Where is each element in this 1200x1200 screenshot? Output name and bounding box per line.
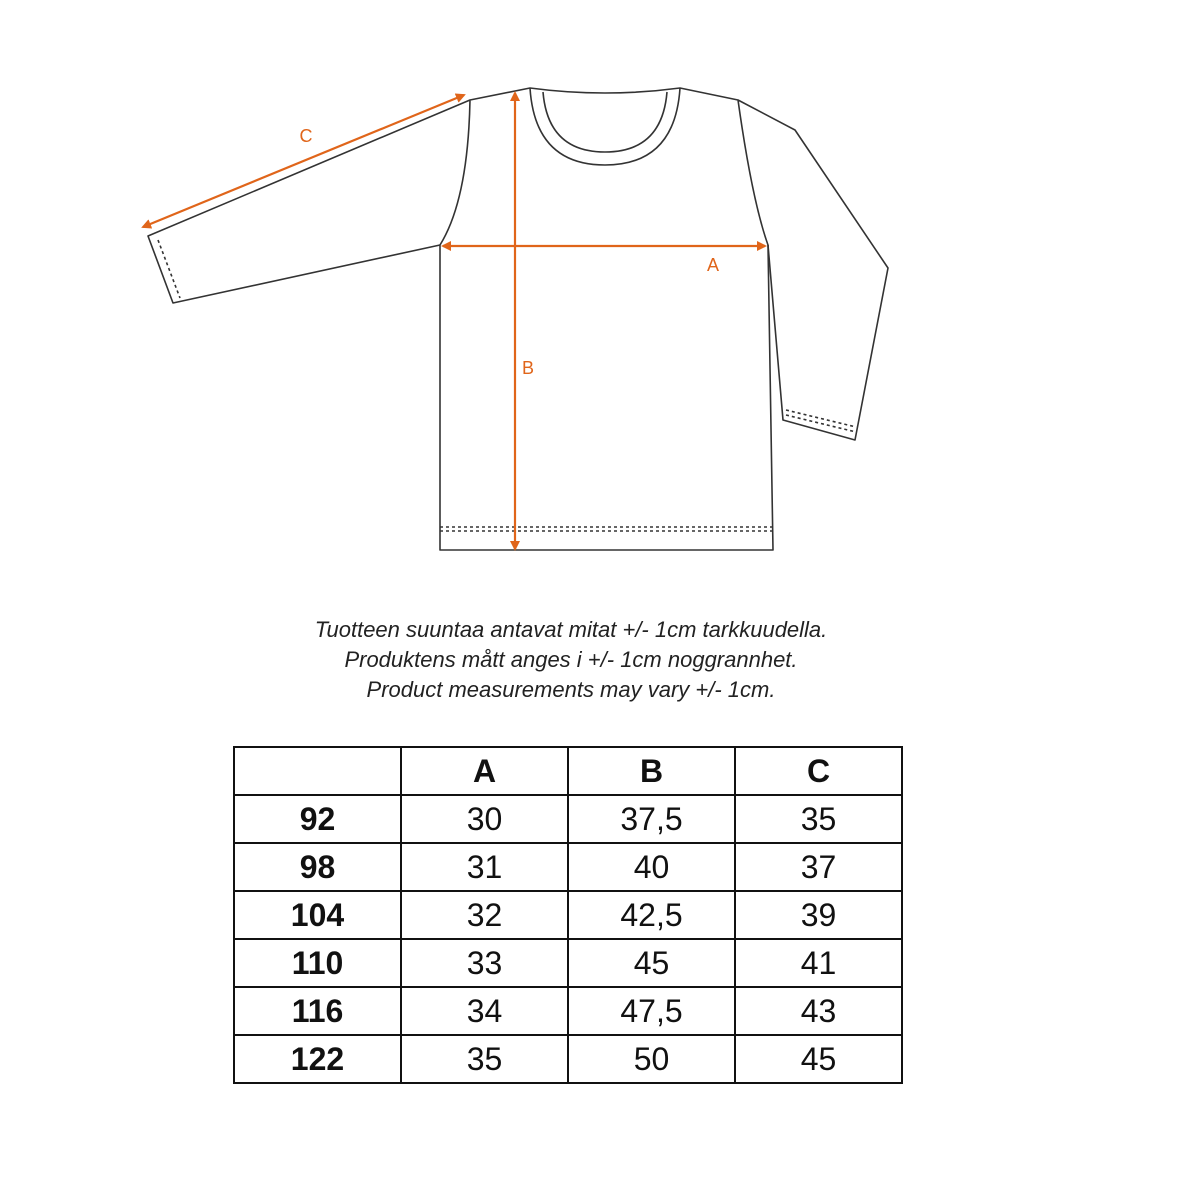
c-cell: 39 [735, 891, 902, 939]
c-cell: 41 [735, 939, 902, 987]
a-cell: 30 [401, 795, 568, 843]
table-row [234, 795, 902, 843]
c-cell: 35 [735, 795, 902, 843]
shirt-outline [148, 88, 888, 550]
header-b: B [568, 747, 735, 795]
label-b: B [521, 358, 535, 378]
label-c: C [299, 126, 313, 146]
table-row [234, 939, 902, 987]
c-cell: 43 [735, 987, 902, 1035]
a-cell: 33 [401, 939, 568, 987]
table-row [234, 843, 902, 891]
a-cell: 31 [401, 843, 568, 891]
table-row [234, 987, 902, 1035]
table-row [234, 891, 902, 939]
size-cell: 104 [234, 891, 401, 939]
a-cell: 35 [401, 1035, 568, 1083]
size-cell: 92 [234, 795, 401, 843]
table-header-row [234, 747, 902, 795]
b-cell: 42,5 [568, 891, 735, 939]
b-cell: 50 [568, 1035, 735, 1083]
measure-line-c [143, 95, 464, 227]
b-cell: 37,5 [568, 795, 735, 843]
b-cell: 47,5 [568, 987, 735, 1035]
a-cell: 34 [401, 987, 568, 1035]
a-cell: 32 [401, 891, 568, 939]
header-size [234, 747, 401, 795]
size-cell: 122 [234, 1035, 401, 1083]
size-cell: 116 [234, 987, 401, 1035]
c-cell: 37 [735, 843, 902, 891]
size-table [233, 746, 903, 1084]
b-cell: 40 [568, 843, 735, 891]
tolerance-note-sv: Produktens mått anges i +/- 1cm noggrannhet. [344, 647, 798, 672]
tolerance-note-fi: Tuotteen suuntaa antavat mitat +/- 1cm tarkkuudella. [314, 617, 828, 642]
label-a: A [706, 255, 720, 275]
table-row [234, 1035, 902, 1083]
b-cell: 45 [568, 939, 735, 987]
size-cell: 110 [234, 939, 401, 987]
tolerance-note-en: Product measurements may vary +/- 1cm. [366, 677, 776, 702]
size-cell: 98 [234, 843, 401, 891]
c-cell: 45 [735, 1035, 902, 1083]
header-c: C [735, 747, 902, 795]
header-a: A [401, 747, 568, 795]
